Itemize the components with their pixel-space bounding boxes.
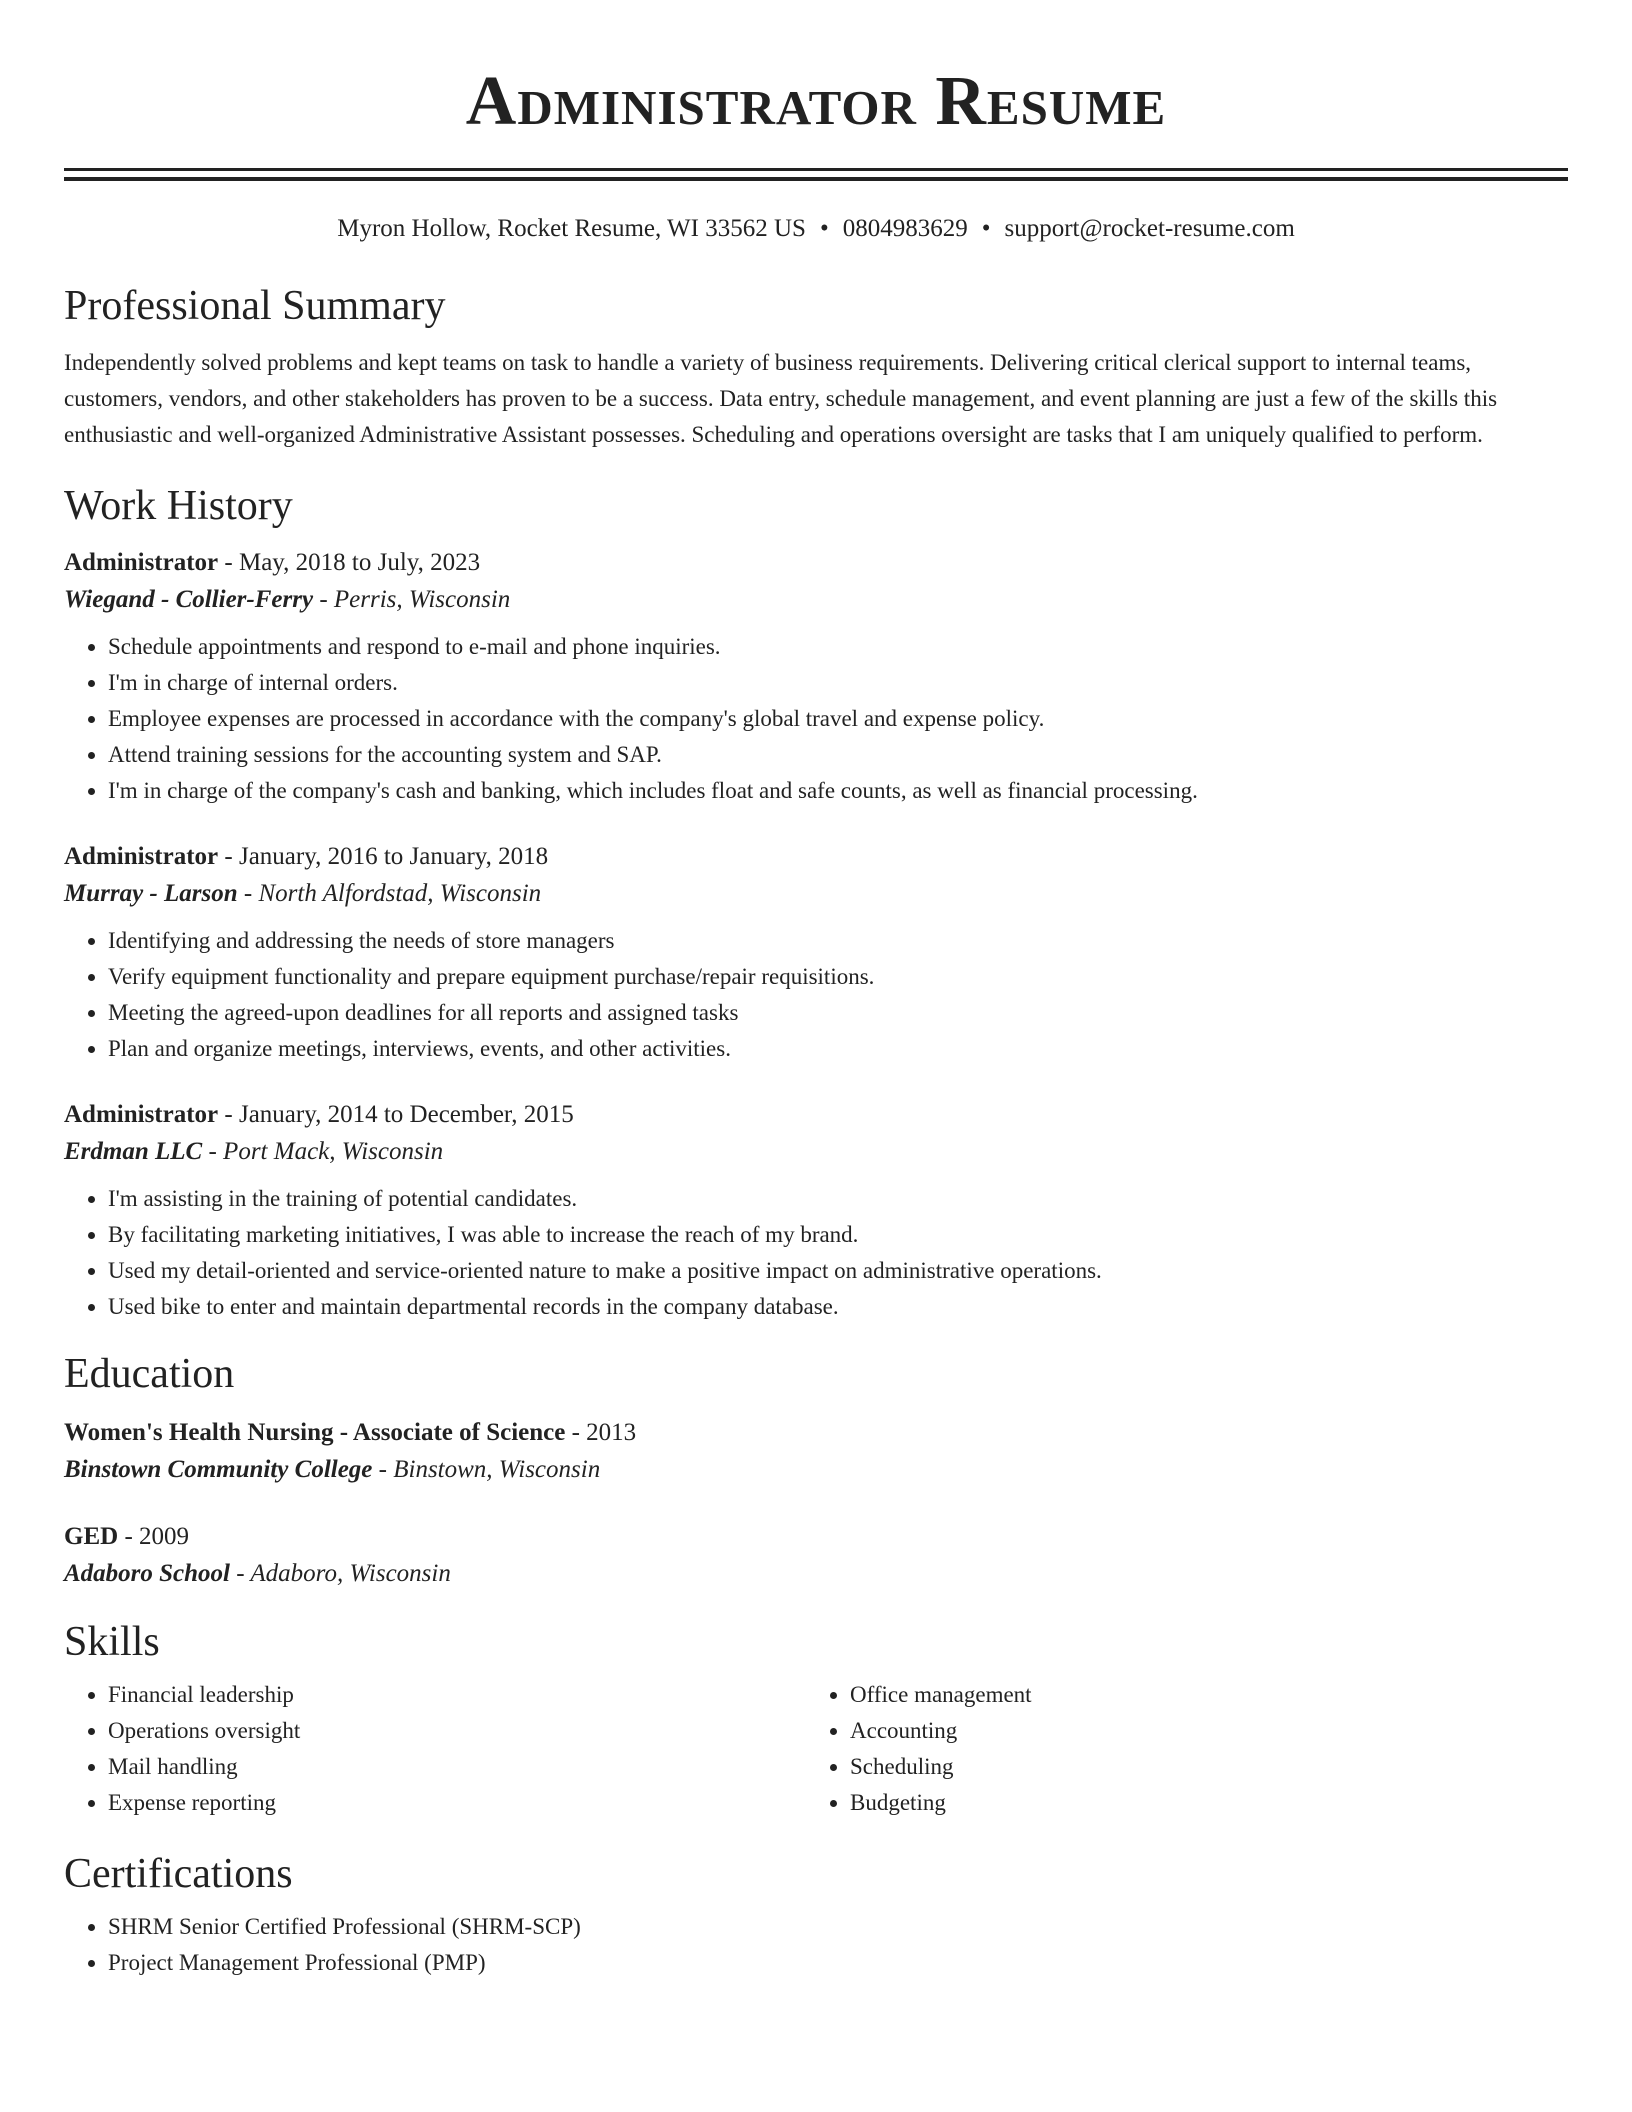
job-company: Erdman LLC <box>64 1138 203 1165</box>
resume-title: Administrator Resume <box>465 63 1167 140</box>
list-item: • Used my detail-oriented and service-oriented nature to make a positive impact on administrative operations. <box>108 1253 1568 1289</box>
job-entry <box>64 839 1568 1067</box>
list-item: • Scheduling <box>850 1749 1548 1785</box>
list-item: • Mail handling <box>108 1749 806 1785</box>
education-degree-line <box>64 1519 1568 1555</box>
job-location: - Port Mack, Wisconsin <box>202 1138 444 1165</box>
contact-email: support@rocket-resume.com <box>1004 215 1295 242</box>
contact-separator: • <box>981 215 991 242</box>
list-item: • SHRM Senior Certified Professional (SHRM-SCP) <box>108 1909 1568 1945</box>
list-item: • I'm in charge of the company's cash and banking, which includes float and safe counts, as well as financial processing. <box>108 773 1568 809</box>
job-title: Administrator <box>64 1101 219 1128</box>
contact-phone: 0804983629 <box>842 215 968 242</box>
education-location: - Adaboro, Wisconsin <box>230 1560 451 1587</box>
title-divider-bottom <box>64 177 1568 181</box>
summary-text: Independently solved problems and kept teams on task to handle a variety of business requirements. Delivering critical clerical support to internal teams, customers, vendors, and other stakeholders has proven to be a success. Data entry, schedule management, and event planning are just a few of the skills this enthusiastic and well-organized Administrative Assistant possesses. Scheduling and operations oversight are tasks that I am uniquely qualified to perform. <box>64 350 1498 447</box>
job-title: Administrator <box>64 549 219 576</box>
section-heading-work-history: Work History <box>64 483 293 529</box>
list-item: • Attend training sessions for the accounting system and SAP. <box>108 737 1568 773</box>
job-dates: - January, 2014 to December, 2015 <box>218 1101 574 1128</box>
list-item: • Schedule appointments and respond to e-mail and phone inquiries. <box>108 629 1568 665</box>
skills-list-right <box>806 1677 1548 1821</box>
list-item: • By facilitating marketing initiatives, I was able to increase the reach of my brand. <box>108 1217 1568 1253</box>
job-company-line <box>64 1133 1568 1171</box>
list-item: • Employee expenses are processed in accordance with the company's global travel and expense policy. <box>108 701 1568 737</box>
list-item: • Office management <box>850 1677 1548 1713</box>
job-dates: - May, 2018 to July, 2023 <box>218 549 481 576</box>
section-heading-skills: Skills <box>64 1619 160 1665</box>
resume-page <box>64 0 1568 1981</box>
job-title-line <box>64 545 1568 581</box>
section-heading-certifications: Certifications <box>64 1851 293 1897</box>
list-item: • Expense reporting <box>108 1785 806 1821</box>
job-title: Administrator <box>64 843 219 870</box>
job-company: Murray - Larson <box>64 880 238 907</box>
list-item: • Project Management Professional (PMP) <box>108 1945 1568 1981</box>
list-item: • Financial leadership <box>108 1677 806 1713</box>
job-duties-list <box>64 1181 1568 1325</box>
job-entry <box>64 545 1568 809</box>
job-dates: - January, 2016 to January, 2018 <box>218 843 549 870</box>
list-item: • I'm in charge of internal orders. <box>108 665 1568 701</box>
list-item: • Accounting <box>850 1713 1548 1749</box>
list-item: • Meeting the agreed-upon deadlines for all reports and assigned tasks <box>108 995 1568 1031</box>
job-title-line <box>64 1097 1568 1133</box>
section-heading-summary: Professional Summary <box>64 283 446 329</box>
list-item: • Used bike to enter and maintain departmental records in the company database. <box>108 1289 1568 1325</box>
job-entry <box>64 1097 1568 1325</box>
education-location: - Binstown, Wisconsin <box>372 1456 601 1483</box>
education-school: Adaboro School <box>64 1560 231 1587</box>
title-divider-top <box>64 168 1568 171</box>
education-school-line <box>64 1555 1568 1593</box>
education-degree: GED <box>64 1523 119 1550</box>
list-item: • Verify equipment functionality and prepare equipment purchase/repair requisitions. <box>108 959 1568 995</box>
job-location: - Perris, Wisconsin <box>313 586 511 613</box>
education-degree-line <box>64 1415 1568 1451</box>
education-year: - 2013 <box>565 1419 637 1446</box>
education-entry <box>64 1415 1568 1489</box>
skills-list-left <box>64 1677 806 1821</box>
education-school-line <box>64 1451 1568 1489</box>
job-company-line <box>64 581 1568 619</box>
job-title-line <box>64 839 1568 875</box>
list-item: • Operations oversight <box>108 1713 806 1749</box>
education-school: Binstown Community College <box>64 1456 373 1483</box>
contact-separator: • <box>819 215 829 242</box>
certifications-list <box>64 1909 1568 1981</box>
list-item: • Plan and organize meetings, interviews, events, and other activities. <box>108 1031 1568 1067</box>
education-year: - 2009 <box>118 1523 190 1550</box>
education-degree: Women's Health Nursing - Associate of Science <box>64 1419 566 1446</box>
job-duties-list <box>64 923 1568 1067</box>
list-item: • Identifying and addressing the needs of store managers <box>108 923 1568 959</box>
job-duties-list <box>64 629 1568 809</box>
list-item: • Budgeting <box>850 1785 1548 1821</box>
education-entry <box>64 1519 1568 1593</box>
list-item: • I'm assisting in the training of potential candidates. <box>108 1181 1568 1217</box>
job-company-line <box>64 875 1568 913</box>
contact-line <box>64 213 1568 245</box>
skills-grid <box>64 1667 1568 1821</box>
job-location: - North Alfordstad, Wisconsin <box>237 880 542 907</box>
contact-address: Myron Hollow, Rocket Resume, WI 33562 US <box>337 215 806 242</box>
job-company: Wiegand - Collier-Ferry <box>64 586 314 613</box>
section-heading-education: Education <box>64 1351 235 1397</box>
